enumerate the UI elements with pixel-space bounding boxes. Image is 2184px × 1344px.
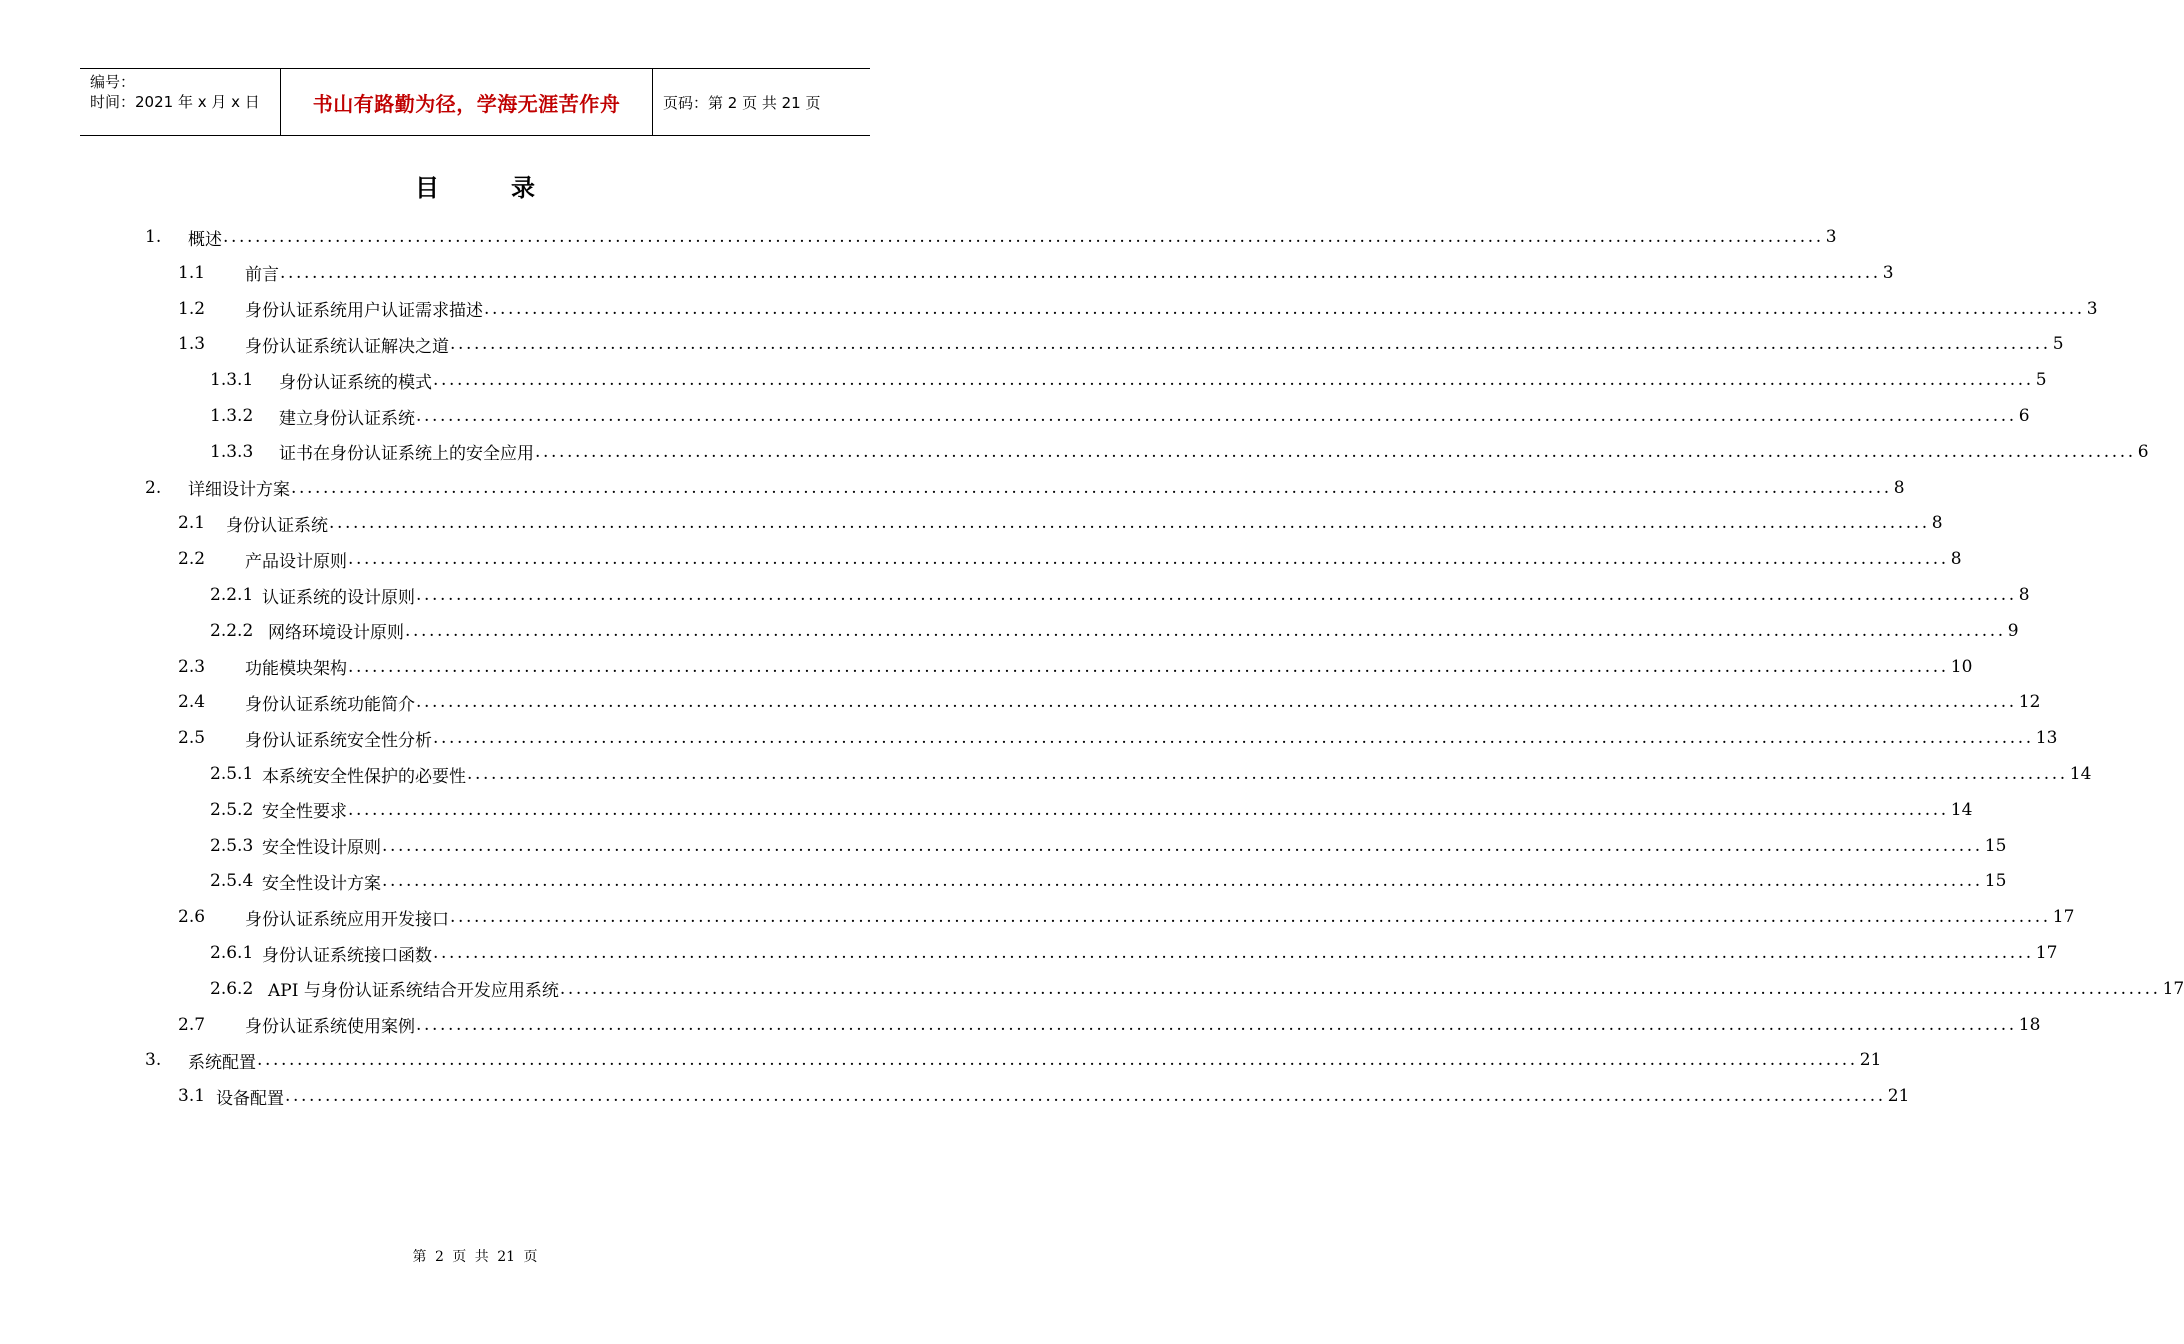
toc-entry[interactable] xyxy=(210,614,2019,648)
header-time-label: 时间：2021 年 x 月 x 日 xyxy=(90,93,260,111)
toc-entry-page: 14 xyxy=(2069,764,2092,784)
toc-entry[interactable] xyxy=(210,793,1973,827)
toc-entry-title: API 与身份认证系统结合开发应用系统 xyxy=(268,981,559,1002)
toc-entry-number: 2.1 xyxy=(178,513,206,534)
toc-entry-page: 6 xyxy=(2018,406,2030,426)
toc-entry-title: 证书在身份认证系统上的安全应用 xyxy=(279,444,534,465)
toc-entry-title: 认证系统的设计原则 xyxy=(262,587,415,608)
toc-entry-page: 12 xyxy=(2018,692,2041,713)
toc-entry-number: 1.2 xyxy=(178,298,206,319)
toc-entry-page: 15 xyxy=(1984,871,2007,892)
toc-entry[interactable] xyxy=(178,256,1894,290)
toc-leader-dots: ........................................................................................................................................................................................................ xyxy=(405,620,2006,641)
toc-entry-page: 17 xyxy=(2162,978,2184,999)
toc-leader-dots: ........................................................................................................................................................................................................ xyxy=(285,1086,1886,1107)
toc-entry[interactable] xyxy=(210,578,2030,612)
toc-entry-title: 身份认证系统的模式 xyxy=(279,372,432,393)
toc-leader-dots: ........................................................................................................................................................................................................ xyxy=(257,1050,1858,1071)
toc-entry-number: 1.1 xyxy=(178,262,206,283)
toc-leader-dots: ........................................................................................................................................................................................................ xyxy=(433,370,2034,391)
toc-entry[interactable] xyxy=(210,363,2047,397)
toc-leader-dots: ........................................................................................................................................................................................................ xyxy=(484,298,2085,319)
toc-leader-dots: ........................................................................................................................................................................................................ xyxy=(416,692,2017,713)
toc-entry-title: 前言 xyxy=(245,265,279,286)
toc-entry[interactable] xyxy=(178,900,2075,934)
toc-entry-page: 8 xyxy=(1950,549,1962,570)
toc-entry-number: 2.2.2 xyxy=(210,620,254,641)
header-motto: 书山有路勤为径，学海无涯苦作舟 xyxy=(281,69,653,135)
toc-entry-page: 8 xyxy=(2018,585,2030,605)
toc-entry-title: 产品设计原则 xyxy=(245,551,347,572)
toc-entry-title: 身份认证系统接口函数 xyxy=(262,945,432,966)
toc-entry[interactable] xyxy=(210,829,2007,863)
toc-leader-dots: ........................................................................................................................................................................................................ xyxy=(433,943,2034,963)
toc-entry-page: 5 xyxy=(2035,370,2047,391)
toc-entry[interactable] xyxy=(178,292,2098,326)
toc-leader-dots: ........................................................................................................................................................................................................ xyxy=(348,656,1949,677)
toc-entry-number: 3.1 xyxy=(178,1086,206,1107)
toc-entry-page: 6 xyxy=(2137,441,2149,462)
toc-entry[interactable] xyxy=(178,685,2041,719)
toc-entry[interactable] xyxy=(178,542,1962,576)
toc-leader-dots: ........................................................................................................................................................................................................ xyxy=(348,549,1949,570)
toc-entry-number: 1.3.1 xyxy=(210,370,254,391)
toc-entry[interactable] xyxy=(210,757,2092,791)
toc-entry-number: 1.3.3 xyxy=(210,441,254,462)
toc-entry-number: 2.5.4 xyxy=(210,871,254,892)
toc-title xyxy=(0,168,950,203)
toc-entry[interactable] xyxy=(210,972,2184,1006)
toc-entry-page: 21 xyxy=(1859,1050,1882,1071)
toc-entry-page: 8 xyxy=(1893,477,1905,498)
toc-entry-page: 10 xyxy=(1950,656,1973,677)
toc-entry-page: 18 xyxy=(2018,1014,2041,1035)
toc-entry-page: 3 xyxy=(1882,262,1894,283)
toc-entry[interactable] xyxy=(145,1043,1882,1077)
toc-entry-title: 设备配置 xyxy=(216,1088,284,1109)
toc-leader-dots: ........................................................................................................................................................................................................ xyxy=(329,513,1930,534)
toc-leader-dots: ........................................................................................................................................................................................................ xyxy=(223,227,1824,247)
toc-leader-dots: ........................................................................................................................................................................................................ xyxy=(559,978,2161,999)
toc-entry[interactable] xyxy=(210,435,2149,469)
toc-entry-title: 系统配置 xyxy=(188,1052,256,1073)
toc-leader-dots: ........................................................................................................................................................................................................ xyxy=(416,1014,2017,1035)
toc-entry-number: 2.2.1 xyxy=(210,585,254,605)
toc-entry[interactable] xyxy=(178,650,1973,684)
toc-entry-title: 身份认证系统应用开发接口 xyxy=(245,909,449,930)
toc-entry-number: 2.6 xyxy=(178,907,206,928)
toc-entry-title: 身份认证系统用户认证需求描述 xyxy=(245,301,483,322)
toc-entry-title: 概述 xyxy=(188,229,222,250)
toc-leader-dots: ........................................................................................................................................................................................................ xyxy=(535,441,2136,462)
toc-entry-page: 17 xyxy=(2035,943,2058,963)
toc-entry-page: 5 xyxy=(2052,334,2064,355)
toc-leader-dots: ........................................................................................................................................................................................................ xyxy=(382,871,1983,892)
toc-entry-title: 详细设计方案 xyxy=(188,480,290,501)
toc-entry[interactable] xyxy=(145,220,1837,254)
toc-leader-dots: ........................................................................................................................................................................................................ xyxy=(348,799,1949,820)
toc-entry-number: 2.5.3 xyxy=(210,835,254,856)
toc-entry-number: 2.5.2 xyxy=(210,799,254,820)
toc-entry[interactable] xyxy=(178,721,2058,755)
toc-entry-page: 3 xyxy=(1825,227,1837,247)
toc-entry-number: 2.7 xyxy=(178,1014,206,1035)
toc-entry-page: 3 xyxy=(2086,298,2098,319)
toc-entry-title: 安全性设计方案 xyxy=(262,873,381,894)
document-header xyxy=(80,68,870,136)
toc-entry-title: 身份认证系统认证解决之道 xyxy=(245,336,449,357)
toc-entry-number: 2.6.2 xyxy=(210,978,254,999)
toc-leader-dots: ........................................................................................................................................................................................................ xyxy=(450,907,2051,928)
toc-entry[interactable] xyxy=(178,1079,1910,1113)
toc-entry[interactable] xyxy=(145,471,1905,505)
toc-entry[interactable] xyxy=(210,936,2058,970)
toc-entry-number: 2.6.1 xyxy=(210,943,254,963)
toc-leader-dots: ........................................................................................................................................................................................................ xyxy=(382,835,1983,856)
toc-entry-title: 身份认证系统功能简介 xyxy=(245,694,415,715)
toc-entry-number: 1.3 xyxy=(178,334,206,355)
toc-entry-title: 身份认证系统使用案例 xyxy=(245,1017,415,1038)
toc-entry-number: 1.3.2 xyxy=(210,406,254,426)
toc-leader-dots: ........................................................................................................................................................................................................ xyxy=(450,334,2051,355)
header-number-label: 编号： xyxy=(90,73,136,91)
toc-leader-dots: ........................................................................................................................................................................................................ xyxy=(291,477,1892,498)
toc-entry-title: 本系统安全性保护的必要性 xyxy=(262,766,466,787)
toc-entry[interactable] xyxy=(210,864,2007,898)
toc-title-char-2: 录 xyxy=(511,174,535,202)
toc-entry-page: 14 xyxy=(1950,799,1973,820)
toc-entry-title: 身份认证系统 xyxy=(226,515,328,536)
toc-entry-title: 身份认证系统安全性分析 xyxy=(245,730,432,751)
header-page-info: 页码：第 2 页 共 21 页 xyxy=(663,93,821,112)
header-meta xyxy=(80,69,281,135)
toc-entry-title: 网络环境设计原则 xyxy=(268,623,404,644)
toc-title-char-1: 目 xyxy=(415,174,439,202)
toc-leader-dots: ........................................................................................................................................................................................................ xyxy=(467,764,2068,784)
toc-entry-title: 建立身份认证系统 xyxy=(279,408,415,429)
toc-leader-dots: ........................................................................................................................................................................................................ xyxy=(280,262,1881,283)
toc-entry-page: 9 xyxy=(2007,620,2019,641)
toc-entry-title: 安全性设计原则 xyxy=(262,838,381,859)
toc-entry-number: 2.5 xyxy=(178,728,206,749)
toc-entry[interactable] xyxy=(210,399,2030,433)
toc-entry-page: 17 xyxy=(2052,907,2075,928)
toc-entry[interactable] xyxy=(178,1008,2041,1042)
toc-entry-page: 13 xyxy=(2035,728,2058,749)
toc-leader-dots: ........................................................................................................................................................................................................ xyxy=(416,585,2017,605)
toc-entry-number: 3. xyxy=(145,1050,162,1071)
toc-entry-number: 2.4 xyxy=(178,692,206,713)
toc-entry[interactable] xyxy=(178,506,1943,540)
toc-entry-number: 1. xyxy=(145,227,162,247)
toc-entry-number: 2. xyxy=(145,477,162,498)
toc-entry-page: 21 xyxy=(1887,1086,1910,1107)
toc-leader-dots: ........................................................................................................................................................................................................ xyxy=(433,728,2034,749)
toc-entry-number: 2.5.1 xyxy=(210,764,254,784)
toc-entry-page: 15 xyxy=(1984,835,2007,856)
toc-entry-title: 安全性要求 xyxy=(262,802,347,823)
toc-entry-title: 功能模块架构 xyxy=(245,659,347,680)
page-footer: 第 2 页 共 21 页 xyxy=(412,1249,538,1265)
toc-entry-number: 2.3 xyxy=(178,656,206,677)
toc-leader-dots: ........................................................................................................................................................................................................ xyxy=(416,406,2017,426)
toc-entry[interactable] xyxy=(178,327,2064,361)
toc-entry-number: 2.2 xyxy=(178,549,206,570)
toc-entry-page: 8 xyxy=(1931,513,1943,534)
